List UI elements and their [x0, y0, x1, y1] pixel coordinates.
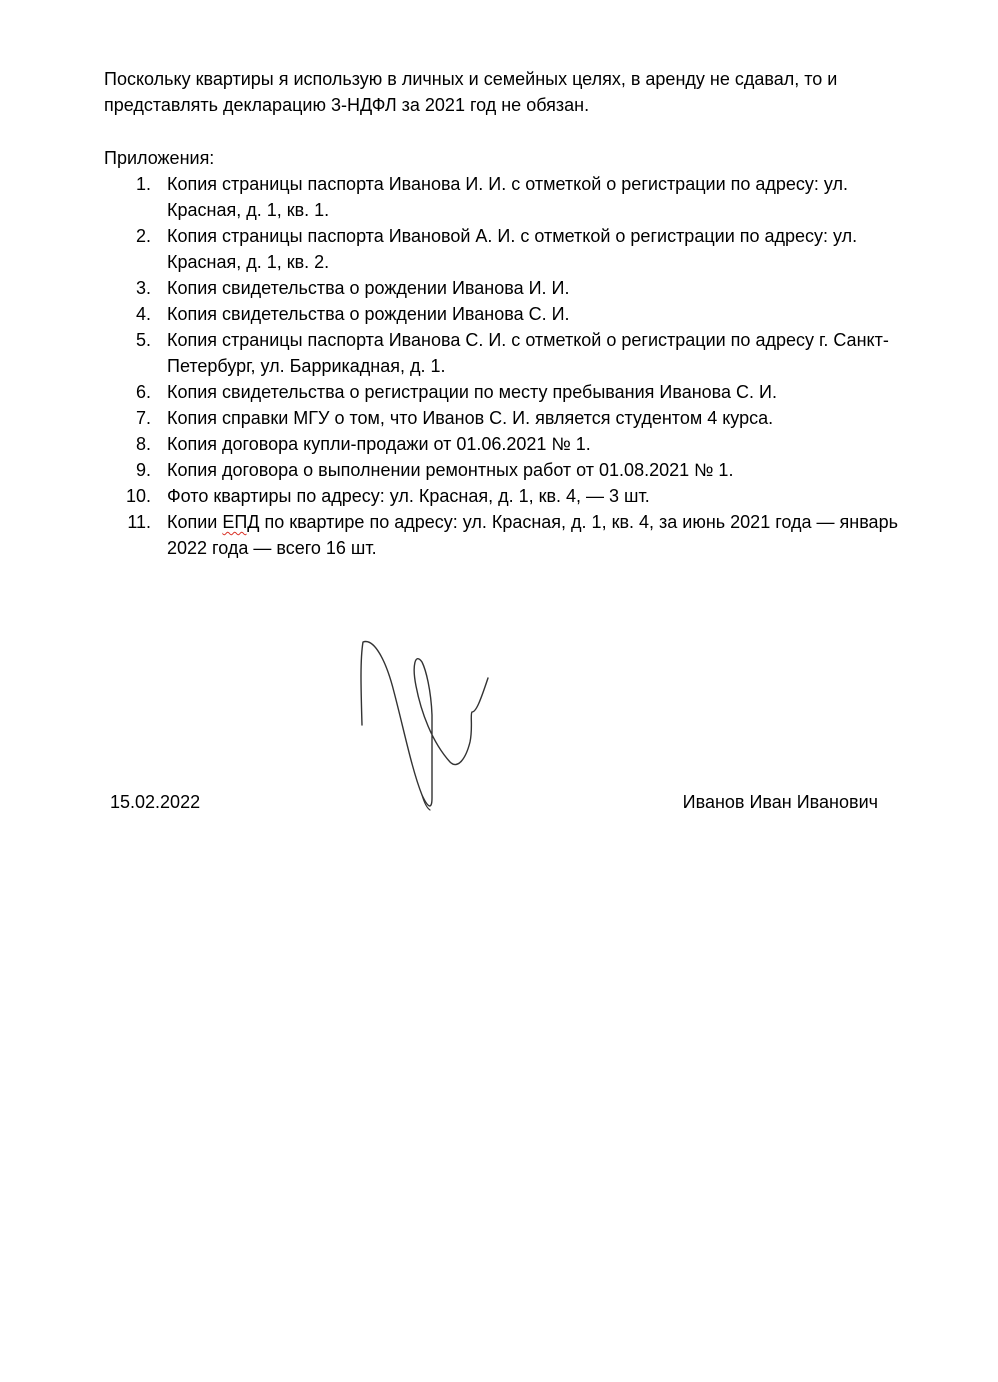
- item-text: Копия договора о выполнении ремонтных работ от 01.08.2021 № 1.: [167, 460, 734, 480]
- attachments-heading: Приложения:: [104, 148, 215, 168]
- item-number: 3.: [135, 278, 151, 298]
- item-number: 10.: [125, 486, 151, 506]
- item-text-before: Копии: [167, 512, 223, 532]
- item-text: Копия страницы паспорта Иванова И. И. с отметкой о регистрации по адресу: ул. Красная, д. 1, кв. 1.: [167, 174, 849, 220]
- document-date: 15.02.2022: [110, 792, 201, 812]
- item-number: 9.: [135, 460, 151, 480]
- item-number: 11.: [127, 512, 151, 532]
- item-number: 8.: [135, 434, 151, 454]
- list-item: [135, 171, 907, 223]
- item-text: Копия свидетельства о регистрации по месту пребывания Иванова С. И.: [167, 382, 777, 402]
- item-number: 5.: [135, 330, 151, 350]
- item-text: Фото квартиры по адресу: ул. Красная, д. 1, кв. 4, — 3 шт.: [167, 486, 650, 506]
- item-text: Копия свидетельства о рождении Иванова С. И.: [167, 304, 570, 324]
- item-number: 2.: [135, 226, 151, 246]
- list-item: [135, 457, 907, 483]
- item-text-after: по квартире по адресу: ул. Красная, д. 1, кв. 4, за июнь 2021 года — январь 2022 года — всего 16 шт.: [167, 512, 898, 558]
- attachments-list: [125, 171, 907, 561]
- signer-name: Иванов Иван Иванович: [682, 792, 878, 812]
- item-number: 6.: [135, 382, 151, 402]
- list-item: [135, 327, 907, 379]
- item-number: 1.: [135, 174, 151, 194]
- list-item: [135, 431, 907, 457]
- spellcheck-flagged-word[interactable]: ЕПД: [222, 512, 260, 532]
- intro-paragraph: Поскольку квартиры я использую в личных и семейных целях, в аренду не сдавал, то и представлять декларацию 3-НДФЛ за 2021 год не обязан.: [104, 69, 838, 115]
- item-text: Копия страницы паспорта Ивановой А. И. с отметкой о регистрации по адресу: ул. Красная, д. 1, кв. 2.: [167, 226, 858, 272]
- item-text: Копия справки МГУ о том, что Иванов С. И. является студентом 4 курса.: [167, 408, 774, 428]
- handwritten-signature: [352, 630, 502, 820]
- item-text: Копия договора купли-продажи от 01.06.2021 № 1.: [167, 434, 591, 454]
- list-item: [135, 379, 907, 405]
- item-text: Копия свидетельства о рождении Иванова И. И.: [167, 278, 570, 298]
- list-item: [127, 509, 907, 561]
- list-item: [135, 405, 907, 431]
- item-text: Копия страницы паспорта Иванова С. И. с отметкой о регистрации по адресу г. Санкт-Петербург, ул. Баррикадная, д. 1.: [167, 330, 889, 376]
- list-item: [135, 275, 907, 301]
- list-item: [125, 483, 907, 509]
- item-number: 4.: [135, 304, 151, 324]
- list-item: [135, 301, 907, 327]
- item-number: 7.: [135, 408, 151, 428]
- list-item: [135, 223, 907, 275]
